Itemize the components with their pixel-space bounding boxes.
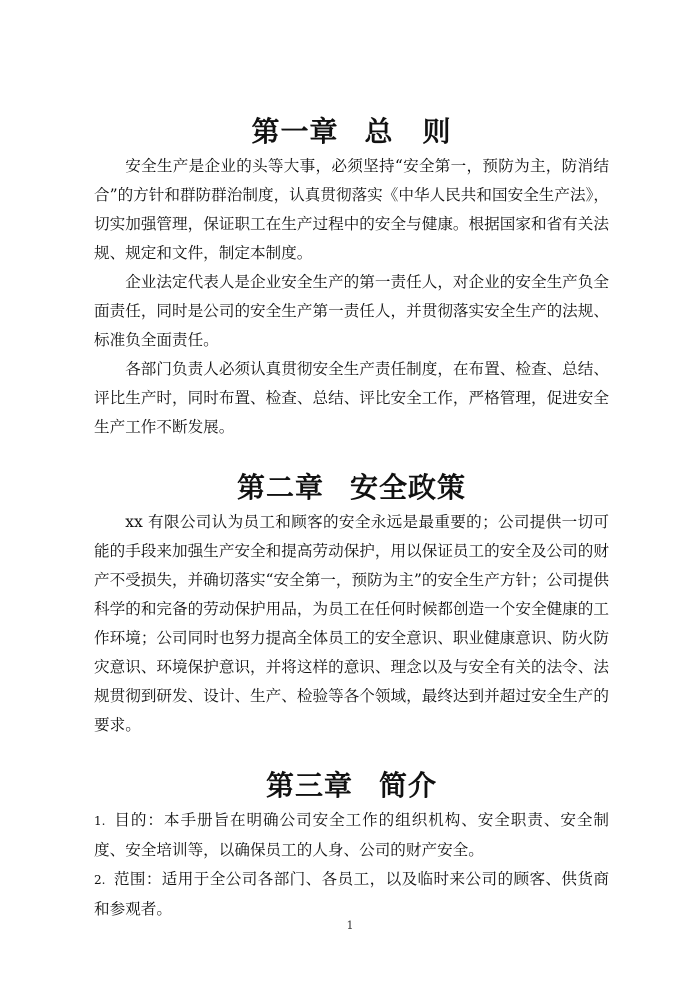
chapter-1-number: 第一章 bbox=[251, 115, 339, 148]
chapter-2-number: 第二章 bbox=[236, 471, 324, 504]
chapter-2-paragraph-1: xx 有限公司认为员工和顾客的安全永远是最重要的；公司提供一切可能的手段来加强生产安全和提高劳动保护，用以保证员工的安全及公司的财产不受损失，并确切落实“安全第一，预防为主”的安全生产方针；公司提供科学的和完备的劳动保护用品，为员工在任何时候都创造一个安全健康的工作环境；公司同时也努力提高全体员工的安全意识、职业健康意识、防火防灾意识、环境保护意识，并将这样的意识、理念以及与安全有关的法令、法规贯彻到研发、设计、生产、检验等各个领域，最终达到并超过安全生产的要求。 bbox=[94, 513, 609, 734]
list-item bbox=[94, 806, 609, 865]
list-item bbox=[94, 865, 609, 924]
list-item-number: 2. bbox=[94, 873, 106, 887]
chapter-1-title bbox=[94, 112, 609, 152]
list-item-number: 1. bbox=[94, 814, 106, 828]
chapter-1-paragraph-1: 安全生产是企业的头等大事，必须坚持“安全第一，预防为主，防消结合”的方针和群防群治制度，认真贯彻落实《中华人民共和国安全生产法》，切实加强管理，保证职工在生产过程中的安全与健康。根据国家和省有关法规、规定和文件，制定本制度。 bbox=[94, 157, 609, 262]
chapter-1-heading: 总 则 bbox=[364, 115, 452, 148]
chapter-3-title bbox=[94, 766, 609, 806]
list-item-text: 范围：适用于全公司各部门、各员工，以及临时来公司的顾客、供货商和参观者。 bbox=[94, 870, 609, 918]
list-item-text: 目的：本手册旨在明确公司安全工作的组织机构、安全职责、安全制度、安全培训等，以确保员工的人身、公司的财产安全。 bbox=[94, 811, 609, 859]
chapter-2-title bbox=[94, 468, 609, 508]
chapter-3-heading: 简介 bbox=[379, 769, 438, 802]
chapter-2-heading: 安全政策 bbox=[350, 471, 467, 504]
page-number: 1 bbox=[346, 919, 354, 932]
chapter-3-number: 第三章 bbox=[265, 769, 353, 802]
document-content bbox=[94, 112, 609, 924]
chapter-1-paragraph-3: 各部门负责人必须认真贯彻安全生产责任制度，在布置、检查、总结、评比生产时，同时布置、检查、总结、评比安全工作，严格管理，促进安全生产工作不断发展。 bbox=[94, 360, 609, 436]
chapter-1-paragraph-2: 企业法定代表人是企业安全生产的第一责任人，对企业的安全生产负全面责任，同时是公司的安全生产第一责任人，并贯彻落实安全生产的法规、标准负全面责任。 bbox=[94, 273, 609, 349]
